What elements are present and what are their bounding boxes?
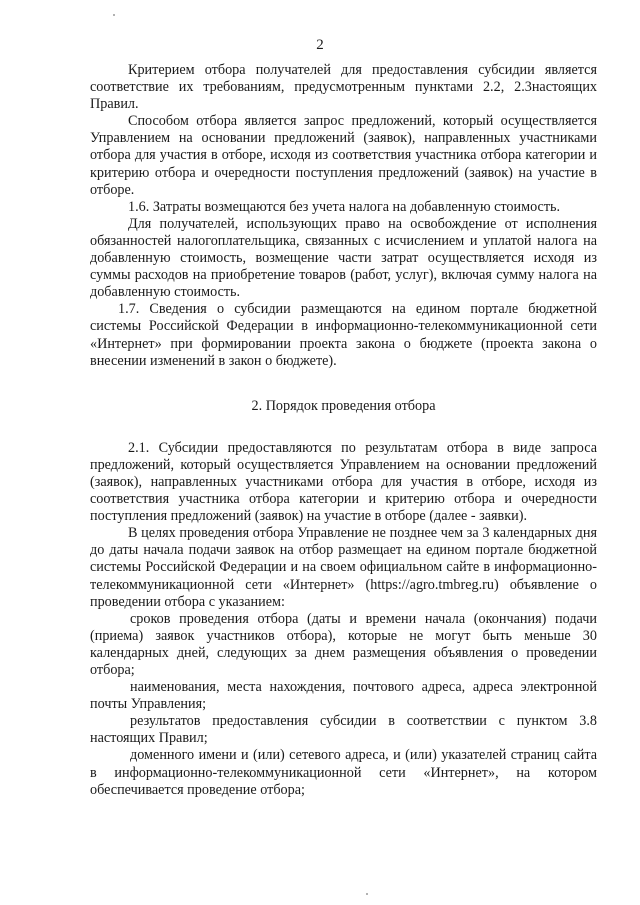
paragraph-vat-exemption: Для получателей, использующих право на освобождение от исполнения обязанностей налогоплательщика, связанных с исчислением и уплатой налога на добавленную стоимость, возмещение части затрат осуществляется исходя из суммы расходов на приобретение товаров (работ, услуг), включая сумму налога на добавленную стоимость. — [90, 215, 597, 301]
paragraph-1-7: 1.7. Сведения о субсидии размещаются на едином портале бюджетной системы Российской Федерации в информационно-телекоммуникационной сети «Интернет» при формировании проекта закона о бюджете (проекта закона о внесении изменений в закон о бюджете). — [90, 301, 597, 369]
page-number: 2 — [316, 37, 324, 53]
paragraph-selection-method: Способом отбора является запрос предложений, который осуществляется Управлением на основании предложений (заявок), направленных участниками отбора для участия в отборе, исходя из соответствия участника отбора категории и критерию отбора и очередности поступления предложений (заявок) на участие в отборе. — [90, 113, 597, 198]
paragraph-selection-criterion: Критерием отбора получателей для предоставления субсидии является соответствие их требованиям, предусмотренным пунктами 2.2, 2.3настоящих Правил. — [90, 62, 597, 113]
list-item-deadlines: сроков проведения отбора (даты и времени начала (окончания) подачи (приема) заявок участников отбора), которые не могут быть меньше 30 календарных дней, следующих за днем размещения объявления о проведении отбора; — [90, 610, 597, 678]
list-item-results: результатов предоставления субсидии в соответствии с пунктом 3.8 настоящих Правил; — [90, 713, 597, 747]
document-body — [90, 62, 597, 799]
section-heading: 2. Порядок проведения отбора — [251, 397, 436, 414]
list-item-domain: доменного имени и (или) сетевого адреса, и (или) указателей страниц сайта в информационно-телекоммуникационной сети «Интернет», на котором обеспечивается проведение отбора; — [90, 747, 597, 798]
scan-speck — [113, 14, 115, 16]
paragraph-2-1: 2.1. Субсидии предоставляются по результатам отбора в виде запроса предложений, который осуществляется Управлением на основании предложений (заявок), направленных участниками отбора для участия в отборе, исходя из соответствия участника отбора категории и критерию отбора и очередности поступления предложений (заявок) на участие в отборе (далее - заявки). — [90, 439, 597, 525]
scan-speck — [366, 893, 368, 895]
list-item-contacts: наименования, места нахождения, почтового адреса, адреса электронной почты Управления; — [90, 679, 597, 713]
paragraph-announcement: В целях проведения отбора Управление не позднее чем за 3 календарных дня до даты начала подачи заявок на отбор размещает на едином портале бюджетной системы Российской Федерации и на своем официальном сайте в информационно-телекоммуникационной сети «Интернет» (https://agro.tmbreg.ru) объявление о проведении отбора с указанием: — [90, 525, 597, 610]
paragraph-1-6: 1.6. Затраты возмещаются без учета налога на добавленную стоимость. — [128, 198, 561, 215]
